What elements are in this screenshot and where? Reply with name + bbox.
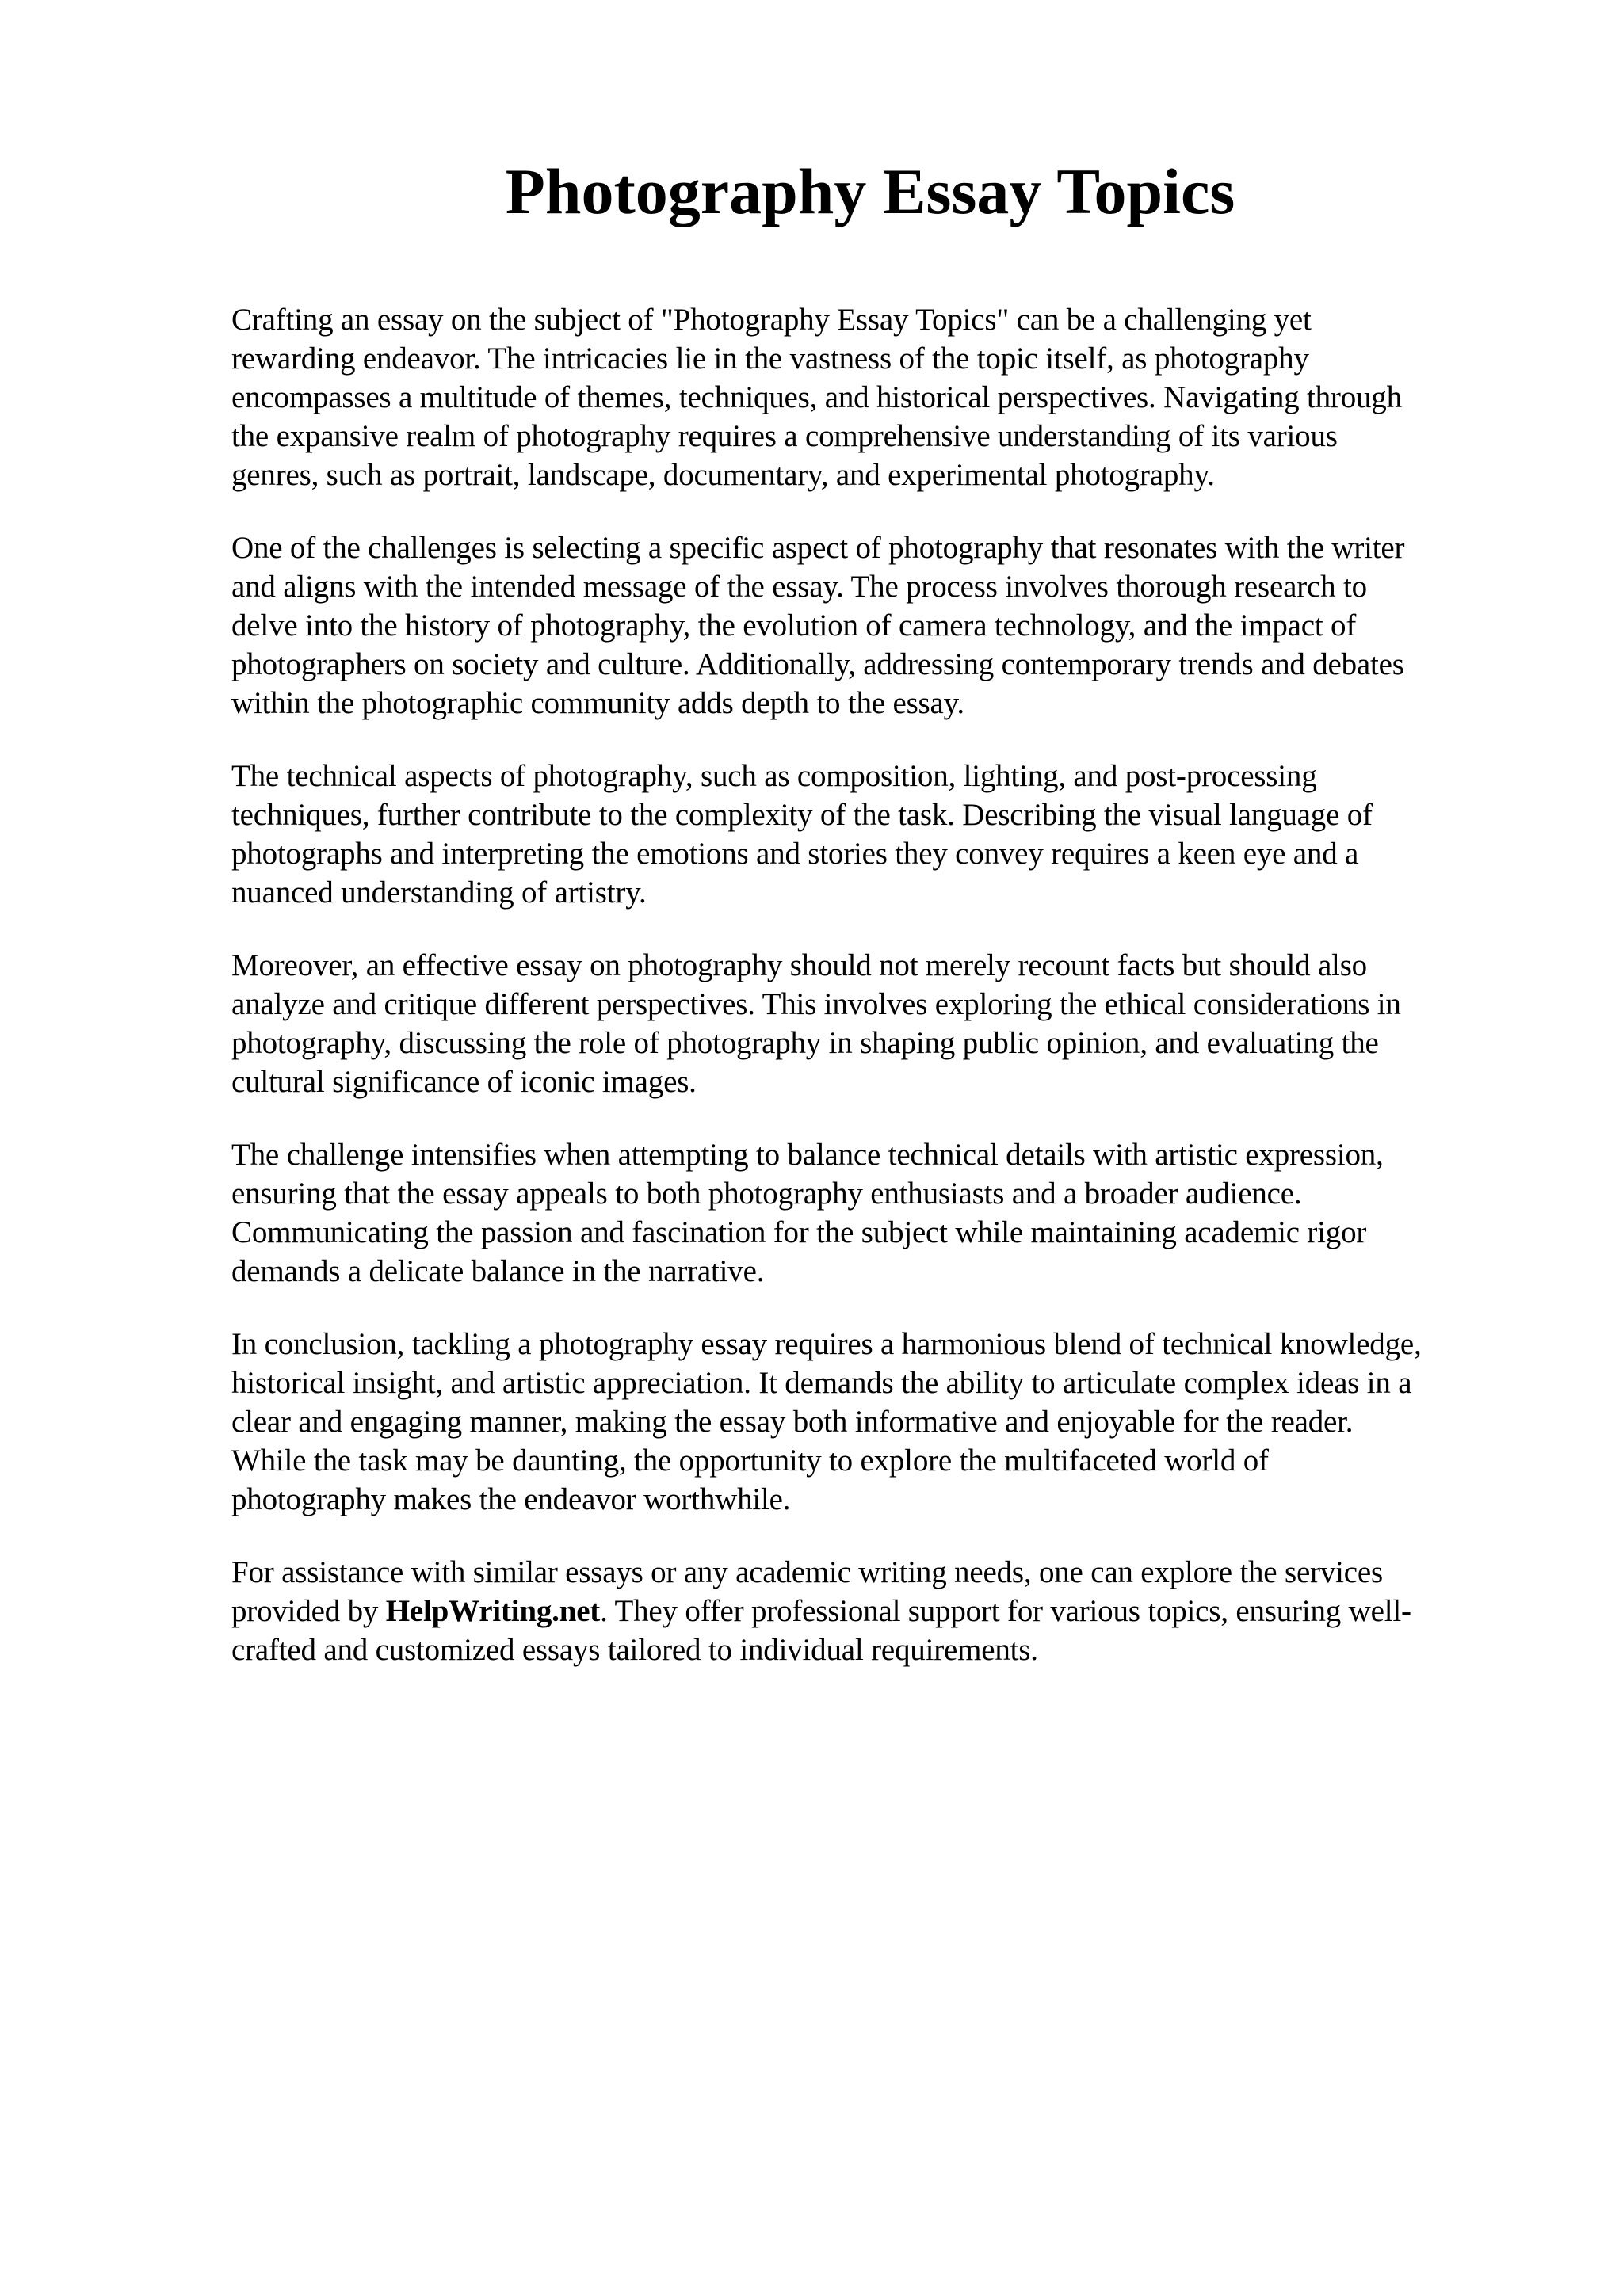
closing-line-2 (231, 1592, 1531, 1630)
paragraph-line: The challenge intensifies when attempting to balance technical details with artistic expression, (231, 1138, 1384, 1172)
document-body (231, 300, 1531, 1703)
paragraph-line: In conclusion, tackling a photography essay requires a harmonious blend of technical knowledge, (231, 1327, 1422, 1361)
paragraph-line: encompasses a multitude of themes, techniques, and historical perspectives. Navigating through (231, 380, 1402, 414)
closing-line-2-after: . They offer professional support for various topics, ensuring well- (600, 1594, 1411, 1628)
paragraph-line: Crafting an essay on the subject of "Photography Essay Topics" can be a challenging yet (231, 303, 1312, 337)
paragraph-line: analyze and critique different perspectives. This involves exploring the ethical considerations in (231, 987, 1401, 1021)
paragraph-line: historical insight, and artistic appreciation. It demands the ability to articulate complex ideas in a (231, 1366, 1412, 1400)
paragraph-line: cultural significance of iconic images. (231, 1065, 697, 1099)
paragraph-line: While the task may be daunting, the opportunity to explore the multifaceted world of (231, 1444, 1269, 1478)
paragraph-line: genres, such as portrait, landscape, documentary, and experimental photography. (231, 458, 1215, 492)
paragraph-line: One of the challenges is selecting a specific aspect of photography that resonates with the writer (231, 531, 1405, 565)
paragraph-line: The technical aspects of photography, such as composition, lighting, and post-processing (231, 759, 1317, 793)
closing-line-2-before: provided by (231, 1594, 386, 1628)
paragraph-5 (231, 1135, 1531, 1291)
paragraph-line: rewarding endeavor. The intricacies lie in the vastness of the topic itself, as photography (231, 341, 1309, 376)
paragraph-line: delve into the history of photography, the evolution of camera technology, and the impact of (231, 608, 1357, 643)
paragraph-3 (231, 757, 1531, 912)
helpwriting-link[interactable]: HelpWriting.net (385, 1594, 601, 1628)
closing-paragraph (231, 1553, 1531, 1669)
paragraph-line: Moreover, an effective essay on photography should not merely recount facts but should also (231, 948, 1367, 982)
paragraph-line: nuanced understanding of artistry. (231, 875, 647, 910)
paragraph-line: and aligns with the intended message of the essay. The process involves thorough research to (231, 570, 1367, 604)
paragraph-line: techniques, further contribute to the complexity of the task. Describing the visual language of (231, 798, 1373, 832)
paragraph-2 (231, 528, 1531, 723)
paragraph-line: the expansive realm of photography requires a comprehensive understanding of its various (231, 419, 1338, 453)
paragraph-line: photography makes the endeavor worthwhile. (231, 1482, 791, 1516)
paragraph-line: within the photographic community adds depth to the essay. (231, 686, 964, 720)
paragraph-line: photographers on society and culture. Additionally, addressing contemporary trends and debates (231, 647, 1404, 681)
document-title: Photography Essay Topics (505, 155, 1235, 227)
paragraph-line: ensuring that the essay appeals to both photography enthusiasts and a broader audience. (231, 1177, 1302, 1211)
paragraph-line: photographs and interpreting the emotions and stories they convey requires a keen eye and a (231, 837, 1359, 871)
paragraph-4 (231, 946, 1531, 1101)
closing-line-1: For assistance with similar essays or any academic writing needs, one can explore the services (231, 1555, 1383, 1589)
paragraph-1 (231, 300, 1531, 494)
paragraph-line: Communicating the passion and fascination for the subject while maintaining academic rigor (231, 1215, 1367, 1249)
paragraph-6 (231, 1325, 1531, 1519)
paragraph-line: demands a delicate balance in the narrative. (231, 1254, 765, 1288)
closing-line-3: crafted and customized essays tailored to individual requirements. (231, 1633, 1038, 1667)
paragraph-line: clear and engaging manner, making the essay both informative and enjoyable for the reader. (231, 1405, 1354, 1439)
paragraph-line: photography, discussing the role of photography in shaping public opinion, and evaluating the (231, 1026, 1379, 1060)
